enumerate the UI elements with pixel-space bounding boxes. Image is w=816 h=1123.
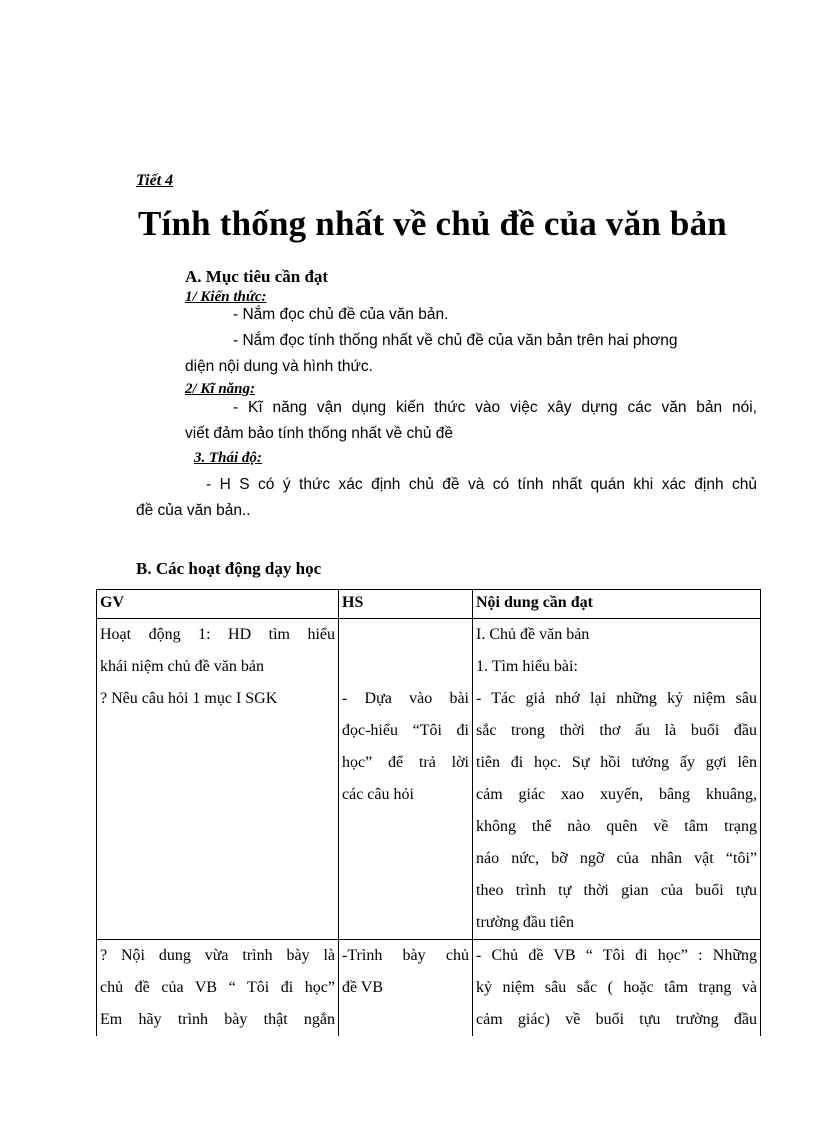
cell-line: cảm giác xao xuyến, bâng khuâng, xyxy=(476,786,757,803)
activities-table xyxy=(96,589,761,1036)
cell-line: - Chủ đề VB “ Tôi đi học” : Những xyxy=(476,947,757,964)
header-gv: GV xyxy=(97,590,339,619)
cell-line: ? Nêu câu hỏi 1 mục I SGK xyxy=(100,690,278,707)
section-a-heading: A. Mục tiêu cần đạt xyxy=(185,267,329,286)
table-row xyxy=(97,619,761,940)
cell-line: khái niệm chủ đề văn bản xyxy=(100,658,264,675)
cell-line xyxy=(342,1004,469,1036)
cell-hs xyxy=(339,940,473,1037)
cell-gv xyxy=(97,940,339,1037)
cell-line: học” để trả lời xyxy=(342,754,469,771)
cell-line: - Tác giả nhớ lại những kỷ niệm sâu xyxy=(476,690,757,707)
attitude-line-2: đề của văn bản.. xyxy=(136,502,251,519)
cell-line: - Dựa vào bài xyxy=(342,690,469,707)
cell-line: theo trình tự thời gian của buổi tựu xyxy=(476,882,757,899)
skills-line-1: - Kĩ năng vận dụng kiến thức vào việc xây dựng các văn bản nói, xyxy=(233,399,757,416)
page-title: Tính thống nhất về chủ đề của văn bản xyxy=(138,204,727,243)
skills-line-2: viết đảm bảo tính thống nhất về chủ đề xyxy=(185,425,453,442)
cell-line: Hoạt động 1: HD tìm hiểu xyxy=(100,626,335,643)
cell-line: -Trình bày chủ xyxy=(342,947,469,964)
cell-line: các câu hỏi xyxy=(342,786,414,803)
cell-line xyxy=(342,651,469,683)
table-header-row xyxy=(97,590,761,619)
knowledge-line-2: - Nắm đọc tính thống nhất về chủ đề của văn bản trên hai phơng xyxy=(233,332,678,349)
section-b-heading: B. Các hoạt động dạy học xyxy=(136,559,322,578)
cell-line: Em hãy trình bày thật ngắn xyxy=(100,1011,335,1028)
table-row xyxy=(97,940,761,1037)
cell-line: đề VB xyxy=(342,979,384,996)
cell-content xyxy=(473,619,761,940)
knowledge-label: 1/ Kiến thức: xyxy=(185,289,267,305)
cell-line: đọc-hiểu “Tôi đi xyxy=(342,722,469,739)
knowledge-line-3: diện nội dung và hình thức. xyxy=(185,358,373,375)
cell-line: I. Chủ đề văn bản xyxy=(476,626,590,643)
cell-line: cảm giác) về buổi tựu trường đầu xyxy=(476,1011,757,1028)
header-hs: HS xyxy=(339,590,473,619)
cell-line xyxy=(342,619,469,651)
cell-content xyxy=(473,940,761,1037)
cell-line: náo nức, bỡ ngỡ của nhân vật “tôi” xyxy=(476,850,757,867)
skills-label: 2/ Kĩ năng: xyxy=(185,381,256,397)
cell-line: tiên đi học. Sự hồi tưởng ấy gợi lên xyxy=(476,754,757,771)
attitude-line-1: - H S có ý thức xác định chủ đề và có tính nhất quán khi xác định chủ xyxy=(206,476,757,493)
lesson-label: Tiết 4 xyxy=(136,172,174,189)
cell-line: 1. Tìm hiểu bài: xyxy=(476,658,578,675)
cell-line: chủ đề của VB “ Tôi đi học” xyxy=(100,979,335,996)
cell-line: kỷ niệm sâu sắc ( hoặc tâm trạng và xyxy=(476,979,757,996)
knowledge-line-1: - Nắm đọc chủ đề của văn bản. xyxy=(233,306,449,323)
cell-hs xyxy=(339,619,473,940)
cell-line: trường đầu tiên xyxy=(476,914,574,931)
attitude-label: 3. Thái độ: xyxy=(194,450,262,466)
cell-line: ? Nội dung vừa trình bày là xyxy=(100,947,335,964)
cell-line: sắc trong thời thơ ấu là buổi đầu xyxy=(476,722,757,739)
cell-gv xyxy=(97,619,339,940)
cell-line: không thể nào quên về tâm trạng xyxy=(476,818,757,835)
header-content: Nội dung cần đạt xyxy=(473,590,761,619)
